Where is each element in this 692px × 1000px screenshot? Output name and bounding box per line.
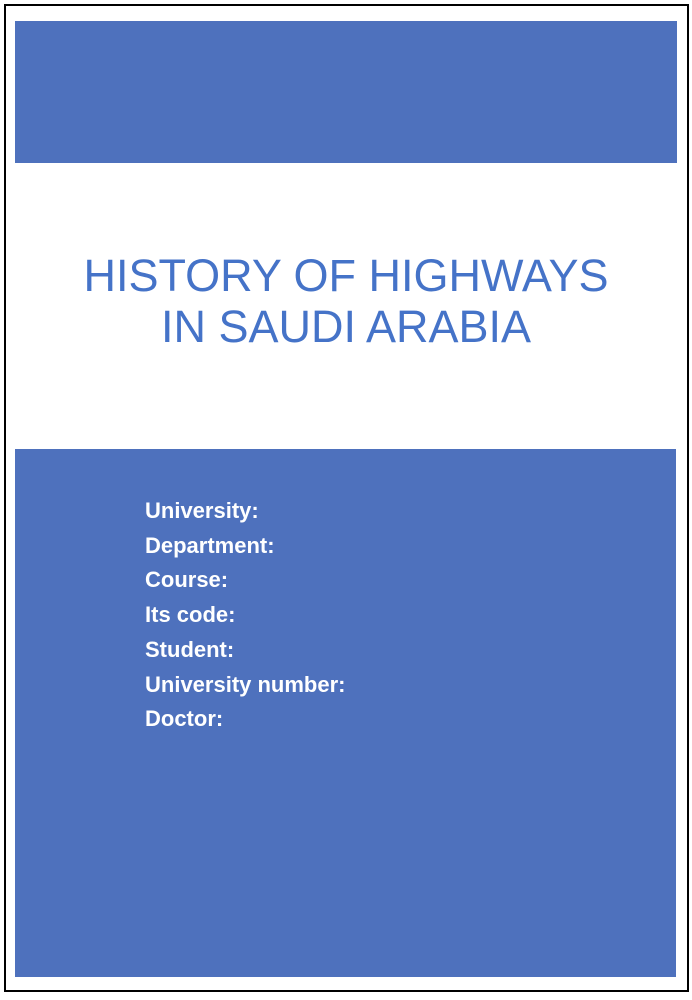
top-banner-shape (15, 21, 677, 163)
title-line-1: HISTORY OF HIGHWAYS (83, 250, 609, 301)
info-label-university-number: University number: (145, 671, 346, 697)
info-label-doctor: Doctor: (145, 706, 224, 732)
info-label-department: Department: (145, 532, 275, 558)
document-title (0, 250, 692, 352)
info-label-course: Course: (145, 567, 229, 593)
title-line-2: IN SAUDI ARABIA (160, 301, 532, 352)
info-label-its-code: Its code: (145, 602, 236, 628)
info-panel-shape (15, 449, 676, 977)
info-list (15, 449, 676, 737)
info-label-student: Student: (145, 636, 235, 662)
info-label-university: University: (145, 498, 259, 523)
